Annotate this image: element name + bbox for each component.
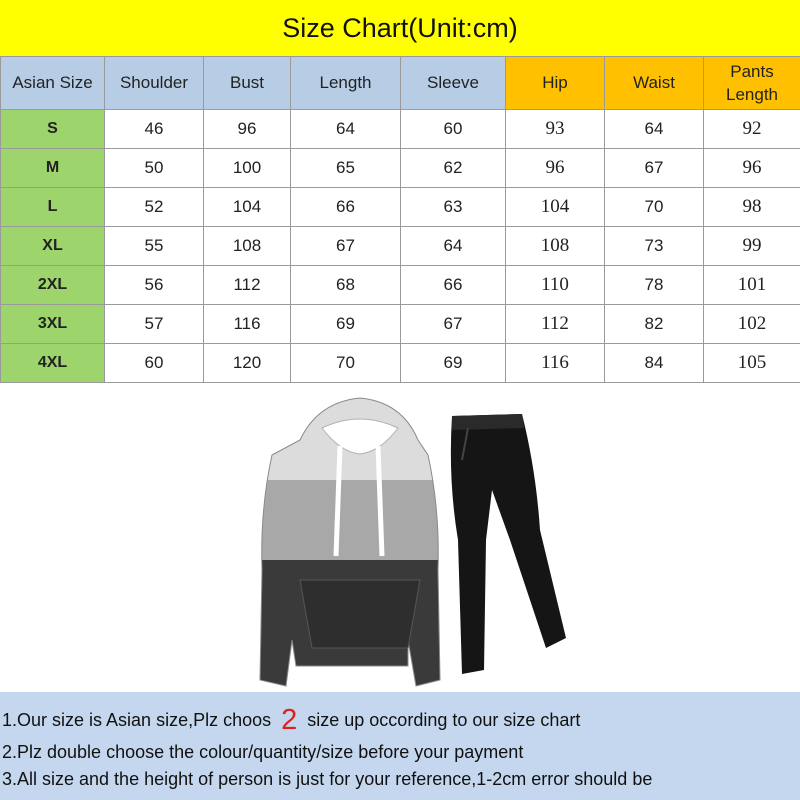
cell-shoulder: 60 [105,344,204,383]
cell-length: 64 [291,110,401,149]
cell-hip: 93 [506,110,605,149]
cell-size: S [1,110,105,149]
header-hip: Hip [506,57,605,110]
cell-size: L [1,188,105,227]
cell-shoulder: 52 [105,188,204,227]
cell-pants-length: 105 [704,344,800,383]
pants [451,414,566,674]
note-line-1 [2,704,580,737]
tracksuit-illustration [0,380,800,692]
cell-hip: 96 [506,149,605,188]
cell-bust: 120 [204,344,291,383]
cell-pants-length: 98 [704,188,800,227]
cell-length: 67 [291,227,401,266]
cell-shoulder: 50 [105,149,204,188]
header-pants-length-line2: Length [726,85,778,104]
table-row [1,266,800,305]
cell-size: XL [1,227,105,266]
size-chart-table [0,56,800,383]
note-1-text: 1.Our size is Asian size,Plz choos [2,710,272,730]
cell-shoulder: 55 [105,227,204,266]
hoodie [240,380,460,692]
header-bust: Bust [204,57,291,110]
cell-shoulder: 57 [105,305,204,344]
cell-bust: 104 [204,188,291,227]
table-row [1,227,800,266]
product-image [0,380,800,692]
cell-bust: 100 [204,149,291,188]
header-asian-size: Asian Size [1,57,105,110]
cell-shoulder: 56 [105,266,204,305]
cell-sleeve: 67 [401,305,506,344]
header-shoulder: Shoulder [105,57,204,110]
cell-length: 69 [291,305,401,344]
cell-waist: 84 [605,344,704,383]
cell-sleeve: 69 [401,344,506,383]
cell-bust: 112 [204,266,291,305]
cell-sleeve: 60 [401,110,506,149]
cell-hip: 108 [506,227,605,266]
cell-pants-length: 101 [704,266,800,305]
cell-size: 4XL [1,344,105,383]
header-length: Length [291,57,401,110]
cell-waist: 64 [605,110,704,149]
cell-hip: 112 [506,305,605,344]
cell-sleeve: 66 [401,266,506,305]
cell-hip: 104 [506,188,605,227]
cell-hip: 110 [506,266,605,305]
note-line-3: 3.All size and the height of person is just for your reference,1-2cm error should be [2,769,653,789]
cell-hip: 116 [506,344,605,383]
table-row [1,344,800,383]
header-row [1,57,800,110]
size-chart-title-bar [0,0,800,56]
table-row [1,188,800,227]
cell-length: 66 [291,188,401,227]
cell-size: M [1,149,105,188]
cell-waist: 73 [605,227,704,266]
cell-bust: 108 [204,227,291,266]
header-pants-length-line1: Pants [730,62,774,81]
cell-pants-length: 96 [704,149,800,188]
cell-length: 68 [291,266,401,305]
cell-waist: 70 [605,188,704,227]
size-notes [0,692,800,800]
cell-shoulder: 46 [105,110,204,149]
cell-size: 2XL [1,266,105,305]
size-rows [1,110,800,383]
table-row [1,305,800,344]
table-row [1,149,800,188]
header-waist: Waist [605,57,704,110]
cell-bust: 116 [204,305,291,344]
cell-waist: 78 [605,266,704,305]
table-row [1,110,800,149]
cell-pants-length: 92 [704,110,800,149]
cell-length: 65 [291,149,401,188]
note-1-text-rest: size up occording to our size chart [307,710,581,730]
page-title: Size Chart(Unit:cm) [282,12,518,43]
note-1-size-number: 2 [281,704,298,736]
cell-pants-length: 102 [704,305,800,344]
cell-sleeve: 64 [401,227,506,266]
header-pants-length [704,57,800,110]
cell-bust: 96 [204,110,291,149]
cell-sleeve: 62 [401,149,506,188]
header-sleeve: Sleeve [401,57,506,110]
cell-size: 3XL [1,305,105,344]
cell-waist: 67 [605,149,704,188]
cell-pants-length: 99 [704,227,800,266]
note-line-2: 2.Plz double choose the colour/quantity/size before your payment [2,742,524,762]
cell-length: 70 [291,344,401,383]
cell-sleeve: 63 [401,188,506,227]
cell-waist: 82 [605,305,704,344]
